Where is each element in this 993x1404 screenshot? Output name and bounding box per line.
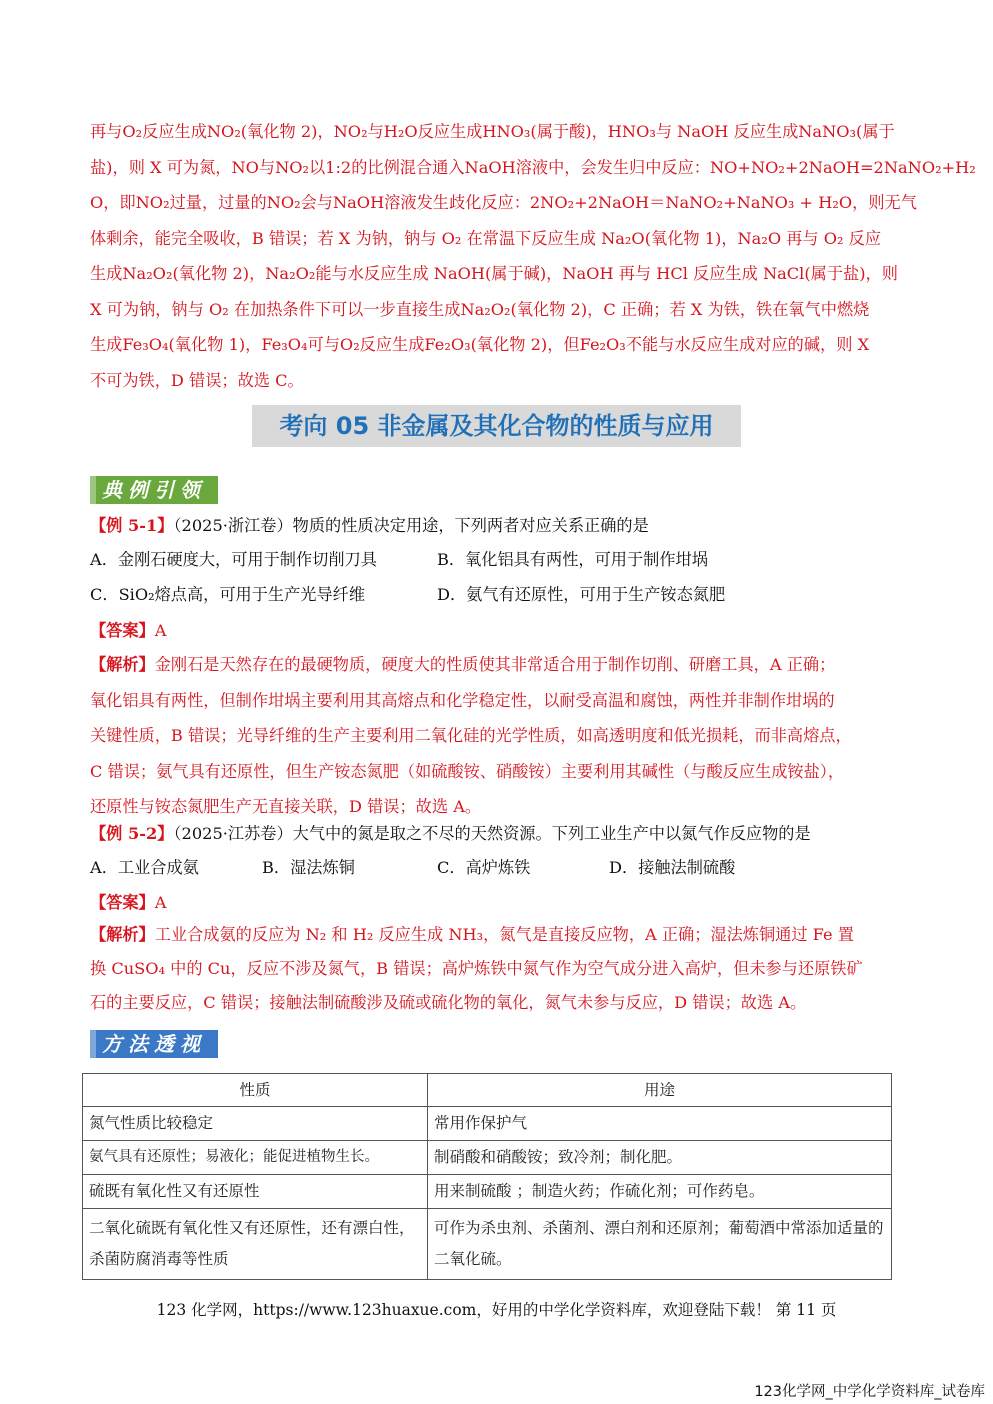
ex1-analysis-line: 氧化铝具有两性，但制作坩埚主要利用其高熔点和化学稳定性，以耐受高温和腐蚀，两性并非制作坩埚的 — [90, 690, 835, 710]
ex1-analysis — [90, 647, 938, 825]
ex1-analysis-line — [90, 647, 938, 683]
intro-line: 再与O₂反应生成NO₂(氧化物 2)，NO₂与H₂O反应生成HNO₃(属于酸)，HNO₃与 NaOH 反应生成NaNO₃(属于 — [90, 122, 895, 141]
ex2-option-b: B．湿法炼铜 — [262, 858, 355, 877]
ex1-analysis-line: 关键性质，B 错误；光导纤维的生产主要利用二氧化硅的光学性质，如高透明度和低光损耗，而非高熔点， — [90, 726, 852, 745]
ex2-analysis-text: 工业合成氨的反应为 N₂ 和 H₂ 反应生成 NH₃，氮气是直接反应物，A 正确；湿法炼铜通过 Fe 置 — [154, 925, 854, 944]
ex1-option-b: B．氧化铝具有两性，可用于制作坩埚 — [437, 550, 708, 569]
table-header-row — [83, 1074, 892, 1107]
ex1-label: 【例 5-1】 — [90, 516, 174, 535]
ex2-analysis-line: 换 CuSO₄ 中的 Cu，反应不涉及氮气，B 错误；高炉炼铁中氮气作为空气成分进入高炉，但未参与还原铁矿 — [90, 959, 863, 978]
example-tag: 典例引领 — [90, 476, 218, 504]
ex1-analysis-line: C 错误；氨气具有还原性，但生产铵态氮肥（如硫酸铵、硝酸铵）主要利用其碱性（与酸反应生成铵盐）， — [90, 761, 845, 781]
table-cell-property: 氮气性质比较稳定 — [83, 1107, 428, 1141]
table-row — [83, 1141, 892, 1175]
ex2-analysis — [90, 918, 938, 1020]
intro-line: 不可为铁，D 错误；故选 C。 — [90, 370, 304, 390]
table-row — [83, 1175, 892, 1209]
table-cell-use: 制硝酸和硝酸铵；致冷剂；制化肥。 — [428, 1141, 892, 1175]
ex2-option-d: D．接触法制硫酸 — [609, 858, 736, 877]
ex2-stem: （2025·江苏卷）大气中的氮是取之不尽的天然资源。下列工业生产中以氮气作反应物的是 — [173, 824, 811, 843]
properties-table — [82, 1073, 892, 1280]
table-cell-use: 可作为杀虫剂、杀菌剂、漂白剂和还原剂；葡萄酒中常添加适量的二氧化硫。 — [428, 1209, 892, 1280]
ex2-option-c: C．高炉炼铁 — [437, 858, 531, 877]
section-heading: 考向 05 非金属及其化合物的性质与应用 — [252, 405, 741, 447]
ex2-analysis-line: 石的主要反应，C 错误；接触法制硫酸涉及硫或硫化物的氧化，氮气未参与反应，D 错误；故选 A。 — [90, 993, 807, 1012]
ex1-option-a: A．金刚石硬度大，可用于制作切削刀具 — [90, 550, 377, 569]
ex1-option-c: C．SiO₂熔点高，可用于生产光导纤维 — [90, 585, 366, 604]
table-header-property: 性质 — [83, 1074, 428, 1107]
ex1-answer-label: 【答案】 — [90, 621, 155, 640]
ex1-stem-row — [90, 514, 649, 538]
table-cell-use: 用来制硫酸 ；制造火药；作硫化剂；可作药皂。 — [428, 1175, 892, 1209]
intro-line: 生成Fe₃O₄(氧化物 1)，Fe₃O₄可与O₂反应生成Fe₂O₃(氧化物 2)，但Fe₂O₃不能与水反应生成对应的碱，则 X — [90, 335, 870, 354]
table-cell-property: 二氧化硫既有氧化性又有还原性，还有漂白性，杀菌防腐消毒等性质 — [83, 1209, 428, 1280]
table-row — [83, 1209, 892, 1280]
ex1-option-d: D．氨气有还原性，可用于生产铵态氮肥 — [437, 585, 726, 604]
table-cell-property: 硫既有氧化性又有还原性 — [83, 1175, 428, 1209]
ex2-analysis-line — [90, 918, 938, 952]
table-cell-property: 氨气具有还原性；易液化；能促进植物生长。 — [83, 1141, 428, 1175]
ex2-label: 【例 5-2】 — [90, 824, 174, 843]
ex1-answer — [90, 619, 166, 643]
ex1-analysis-text: 金刚石是天然存在的最硬物质，硬度大的性质使其非常适合用于制作切削、研磨工具，A 正确； — [154, 655, 836, 674]
intro-line: O，即NO₂过量，过量的NO₂会与NaOH溶液发生歧化反应：2NO₂+2NaOH＝NaNO₂+NaNO₃ + H₂O，则无气 — [90, 193, 917, 212]
table-row — [83, 1107, 892, 1141]
ex1-answer-value: A — [154, 621, 167, 640]
intro-analysis — [90, 114, 976, 398]
intro-line: 体剩余，能完全吸收，B 错误；若 X 为钠，钠与 O₂ 在常温下反应生成 Na₂O(氧化物 1)，Na₂O 再与 O₂ 反应 — [90, 228, 882, 248]
intro-line: 生成Na₂O₂(氧化物 2)，Na₂O₂能与水反应生成 NaOH(属于碱)，NaOH 再与 HCl 反应生成 NaCl(属于盐)，则 — [90, 264, 898, 283]
table-cell-use: 常用作保护气 — [428, 1107, 892, 1141]
ex1-analysis-line: 还原性与铵态氮肥生产无直接关联，D 错误；故选 A。 — [90, 797, 482, 816]
ex1-analysis-label: 【解析】 — [90, 655, 155, 674]
watermark-text: 123化学网_中学化学资料库_试卷库 — [754, 1384, 985, 1400]
page-footer: 123 化学网，https://www.123huaxue.com，好用的中学化学资料库，欢迎登陆下载！ 第 11 页 — [156, 1301, 837, 1319]
ex2-option-a: A．工业合成氨 — [90, 858, 199, 877]
ex2-analysis-label: 【解析】 — [90, 925, 155, 944]
table-header-use: 用途 — [428, 1074, 892, 1107]
method-tag: 方法透视 — [90, 1030, 218, 1058]
ex2-stem-row — [90, 822, 811, 846]
ex2-answer-value: A — [154, 893, 167, 912]
ex2-answer-label: 【答案】 — [90, 893, 155, 912]
intro-line: X 可为钠，钠与 O₂ 在加热条件下可以一步直接生成Na₂O₂(氧化物 2)，C 正确；若 X 为铁，铁在氧气中燃烧 — [90, 299, 870, 319]
ex2-answer — [90, 891, 166, 915]
ex1-stem: （2025·浙江卷）物质的性质决定用途，下列两者对应关系正确的是 — [173, 516, 649, 535]
intro-line: 盐)，则 X 可为氮，NO与NO₂以1:2的比例混合通入NaOH溶液中，会发生归中反应：NO+NO₂+2NaOH=2NaNO₂+H₂ — [90, 157, 976, 177]
